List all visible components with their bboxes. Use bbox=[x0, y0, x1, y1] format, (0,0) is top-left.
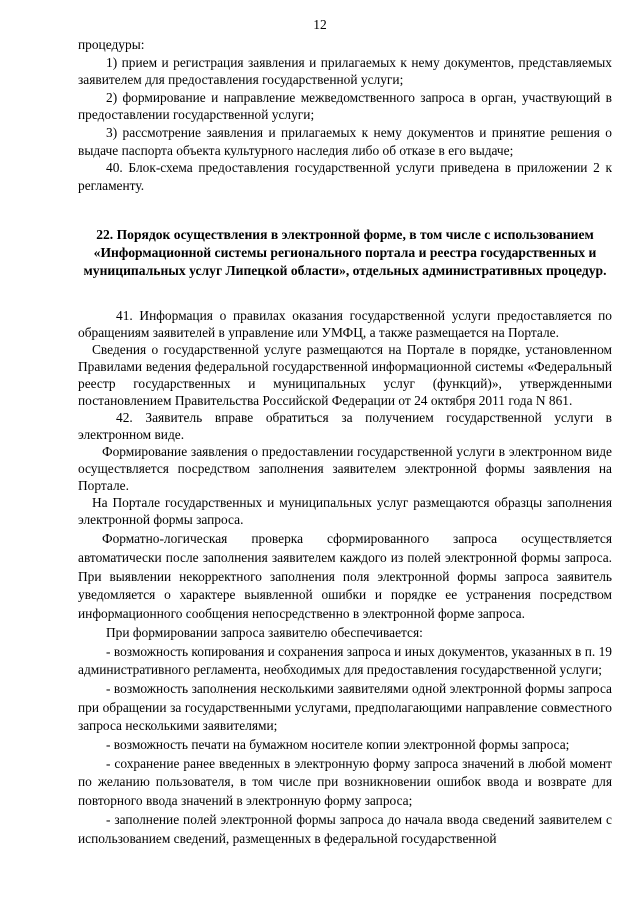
paragraph-procedure-1: 1) прием и регистрация заявления и прилагаемых к нему документов, представляемых заявителем для предоставления государственной услуги; bbox=[78, 54, 612, 88]
list-item-saving: - сохранение ранее введенных в электронную форму запроса значений в любой момент по желанию пользователя, в том числе при возникновении ошибок ввода и возврате для повторного ввода значений в электронную форму запроса; bbox=[78, 755, 612, 809]
section-title: 22. Порядок осуществления в электронной форме, в том числе с использованием «Информационной системы регионального портала и реестра государственных и муниципальных услуг Липецкой области», отдельных административных процедур. bbox=[83, 227, 607, 279]
list-item-printing: - возможность печати на бумажном носителе копии электронной формы запроса; bbox=[106, 737, 570, 753]
document-body bbox=[78, 36, 612, 848]
paragraph-42: 42. Заявитель вправе обратиться за получением государственной услуги в электронном виде. bbox=[78, 410, 612, 443]
paragraph-procedure-2: 2) формирование и направление межведомственного запроса в орган, участвующий в предоставлении государственной услуги; bbox=[78, 89, 612, 123]
page-number: 12 bbox=[313, 17, 327, 32]
validation-and-features bbox=[78, 530, 612, 848]
paragraph-samples: На Портале государственных и муниципальных услуг размещаются образцы заполнения электронной формы запроса. bbox=[78, 495, 612, 528]
paragraph-procedures-intro: процедуры: bbox=[78, 37, 145, 52]
electronic-form-info bbox=[78, 307, 612, 528]
paragraph-procedure-3: 3) рассмотрение заявления и прилагаемых к нему документов и принятие решения о выдаче паспорта объекта культурного наследия либо об отказе в его выдаче; bbox=[78, 124, 612, 158]
paragraph-validation: Форматно-логическая проверка сформированного запроса осуществляется автоматически после заполнения заявителем каждого из полей электронной формы запроса. При выявлении некорректного заполнения поля электронной формы запроса заявитель уведомляется о характере выявленной ошибки и порядке ее устранения посредством информационного сообщения непосредственно в электронной форме запроса. bbox=[78, 531, 612, 622]
list-item-copying: - возможность копирования и сохранения запроса и иных документов, указанных в п. 19 административного регламента, необходимых для предоставления государственной услуги; bbox=[78, 643, 612, 678]
procedures-list bbox=[78, 36, 612, 194]
list-item-autofill: - заполнение полей электронной формы запроса до начала ввода сведений заявителем с использованием сведений, размещенных в федеральной государственной bbox=[78, 811, 612, 846]
paragraph-register-info: Сведения о государственной услуге размещаются на Портале в порядке, установленном Правилами ведения федеральной государственной информационной системы «Федеральный реестр государственных и муниципальных услуг (функций)», утвержденными постановлением Правительства Российской Федерации от 24 октября 2011 года N 861. bbox=[78, 342, 612, 409]
paragraph-provided-features: При формировании запроса заявителю обеспечивается: bbox=[106, 624, 423, 640]
paragraph-41: 41. Информация о правилах оказания государственной услуги предоставляется по обращениям заявителей в управление или УМФЦ, а также размещается на Портале. bbox=[78, 308, 612, 341]
paragraph-form-filling: Формирование заявления о предоставлении государственной услуги в электронном виде осуществляется посредством заполнения заявителем электронной формы заявления на Портале. bbox=[78, 444, 612, 494]
paragraph-40: 40. Блок-схема предоставления государственной услуги приведена в приложении 2 к регламенту. bbox=[78, 160, 612, 193]
list-item-multi-applicant: - возможность заполнения несколькими заявителями одной электронной формы запроса при обращении за государственными услугами, предполагающими направление совместного запроса несколькими заявителями; bbox=[78, 680, 612, 734]
